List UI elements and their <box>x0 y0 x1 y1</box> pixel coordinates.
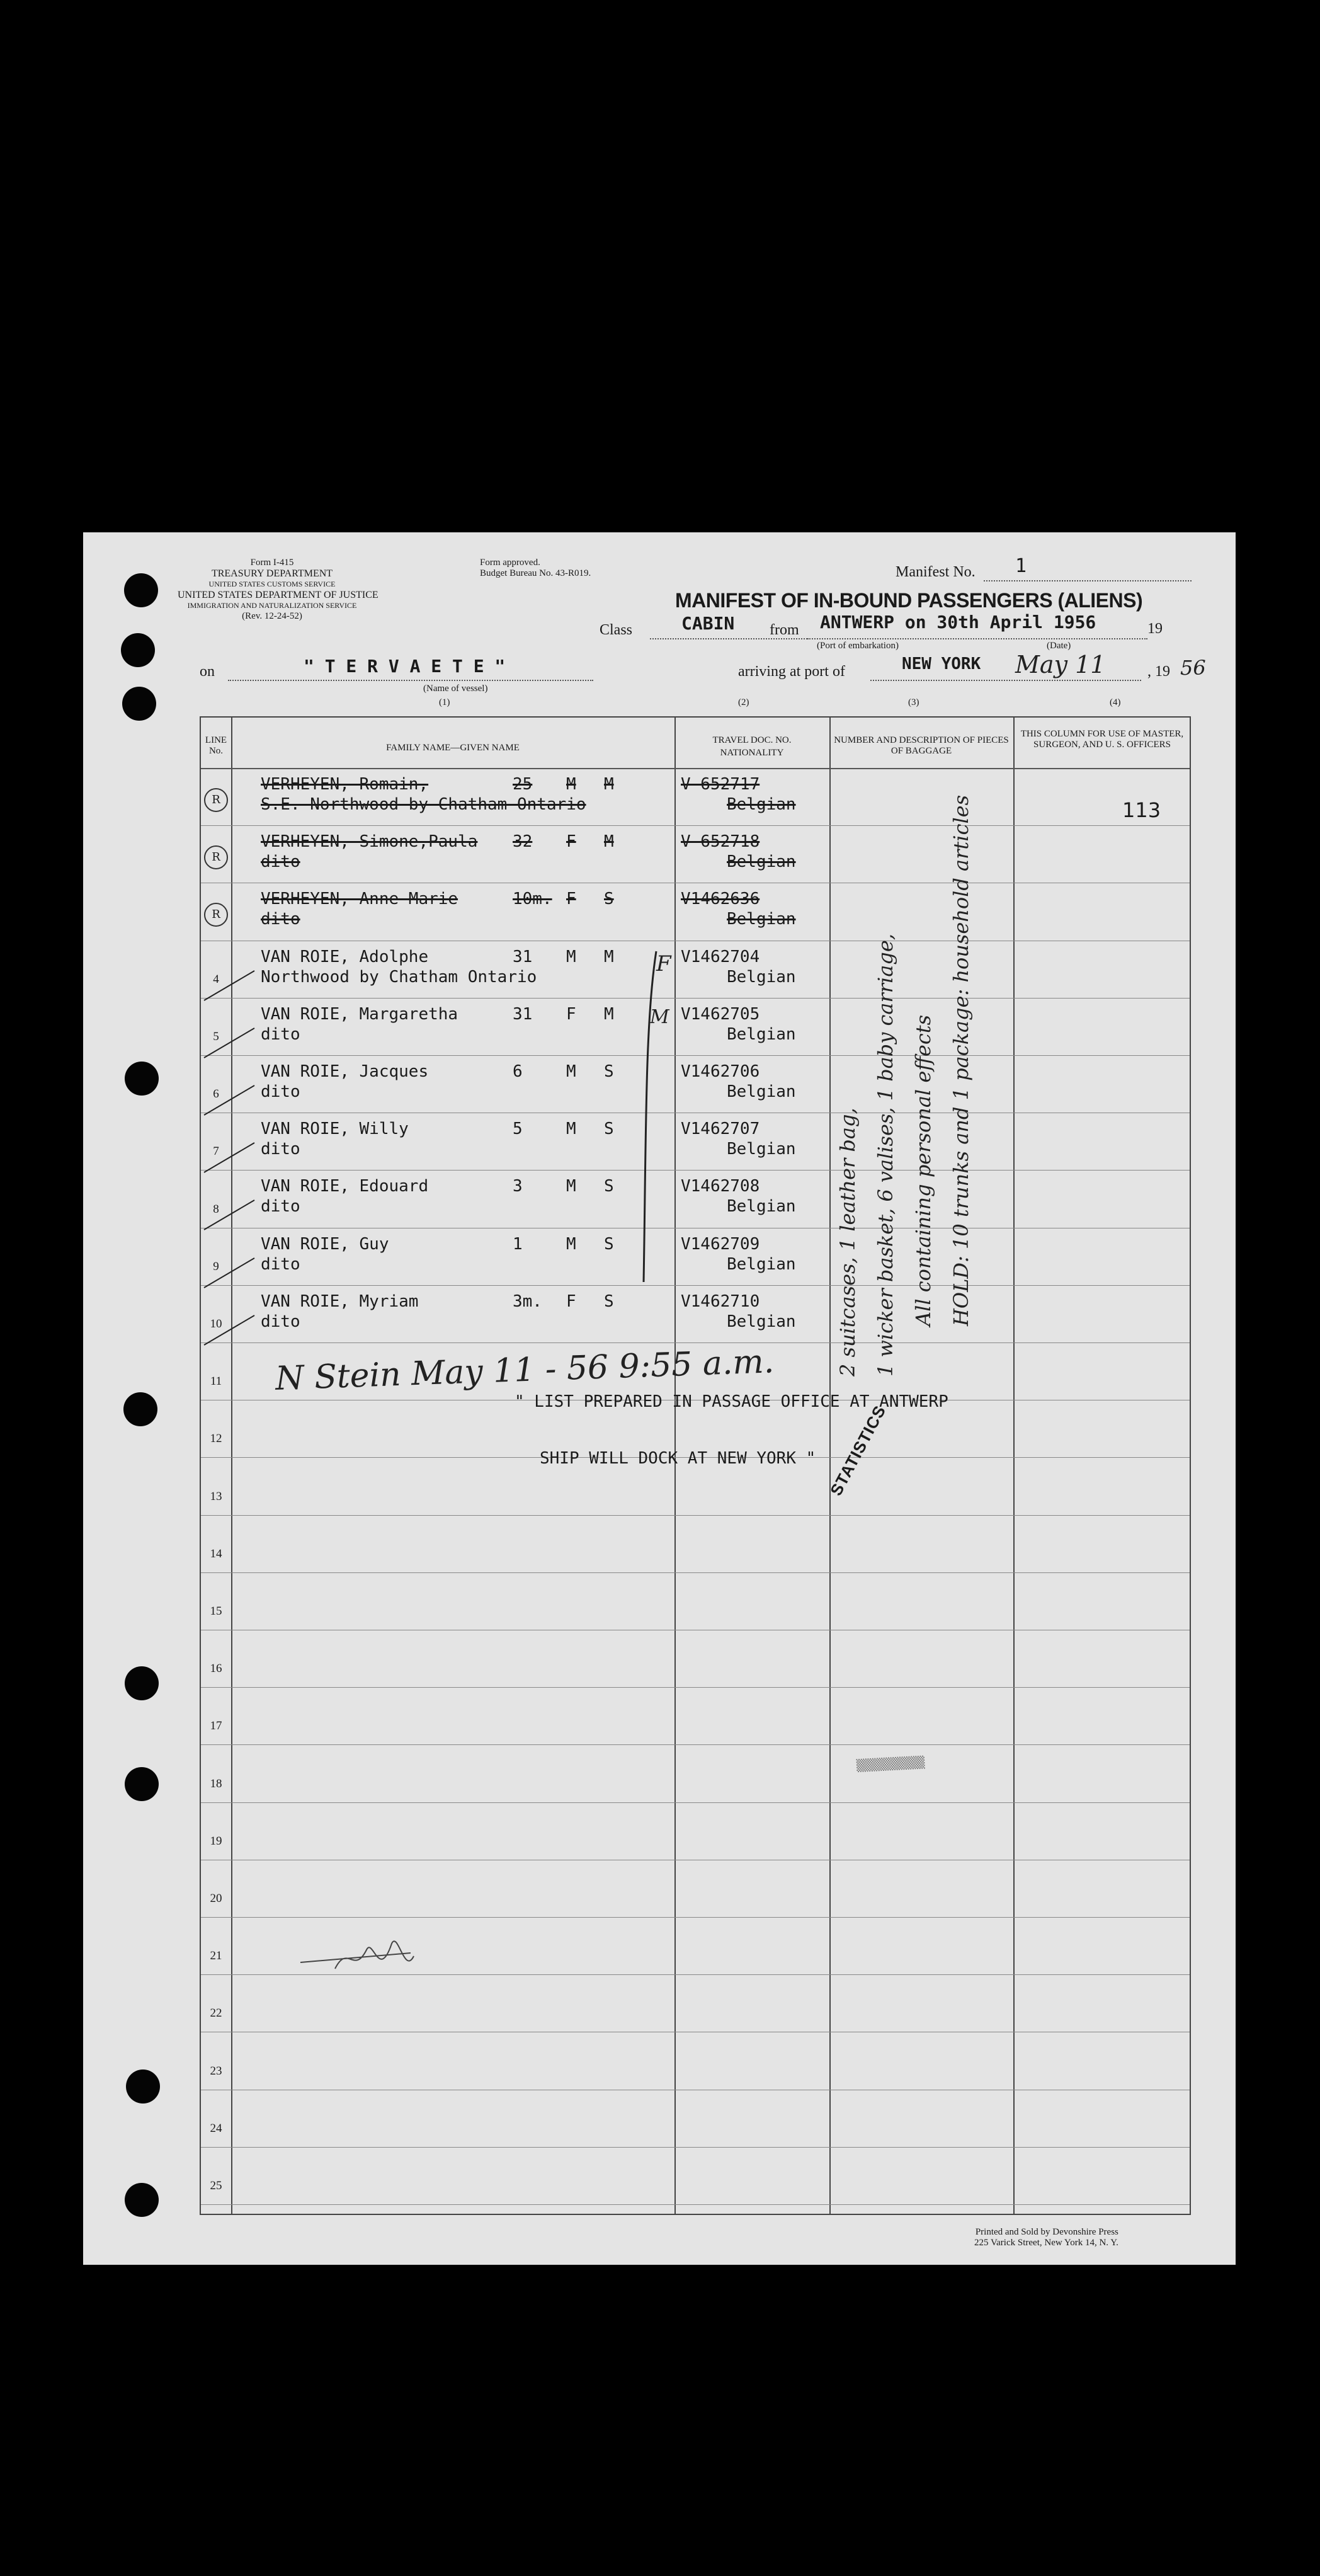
passenger-address: dito <box>261 1254 300 1274</box>
col-header-officers: THIS COLUMN FOR USE OF MASTER, SURGEON, AND U. S. OFFICERS <box>1020 729 1184 750</box>
row-rule <box>201 998 1190 999</box>
line-number: 11 <box>210 1375 222 1388</box>
form-number: Form I-415 <box>250 558 294 568</box>
line-number: 20 <box>210 1892 222 1905</box>
line-number: 4 <box>213 972 219 986</box>
row-circle-mark: R <box>204 788 228 812</box>
passenger-age: 6 <box>513 1062 523 1081</box>
line-number: 7 <box>213 1145 219 1159</box>
row-circle-mark: R <box>204 845 228 869</box>
passenger-travel-doc: V 652718 <box>681 832 760 852</box>
passenger-nationality: Belgian <box>727 1312 796 1331</box>
passenger-address: dito <box>261 1082 300 1101</box>
line-number: 12 <box>210 1432 222 1446</box>
passenger-address: dito <box>261 1197 300 1216</box>
on-label: on <box>200 663 215 680</box>
line-number: 23 <box>210 2064 222 2078</box>
passenger-name: VAN ROIE, Guy <box>261 1234 389 1254</box>
col-number-1: (1) <box>439 697 450 707</box>
passenger-name: VERHEYEN, Simone,Paula <box>261 832 478 852</box>
row-rule <box>201 1802 1190 1803</box>
form-approved: Form approved. <box>480 558 540 568</box>
passenger-address: dito <box>261 1024 300 1044</box>
col-number-4: (4) <box>1110 697 1121 707</box>
passenger-address: dito <box>261 1140 300 1159</box>
handwritten-arrival-date: May 11 <box>1015 651 1106 678</box>
passenger-marital-status: S <box>604 1291 614 1311</box>
passenger-nationality: Belgian <box>727 1082 796 1101</box>
row-rule <box>201 1687 1190 1688</box>
row-rule <box>201 1744 1190 1745</box>
passenger-marital-status: S <box>604 1177 614 1196</box>
passenger-travel-doc: V1462707 <box>681 1119 760 1139</box>
handwritten-baggage-3: All containing personal effects <box>911 1014 935 1326</box>
printer-line-1: Printed and Sold by Devonshire Press <box>975 2227 1118 2237</box>
line-number: 17 <box>210 1719 222 1733</box>
col-header-name: FAMILY NAME—GIVEN NAME <box>386 743 520 753</box>
page-title: MANIFEST OF IN-BOUND PASSENGERS (ALIENS) <box>675 589 1143 612</box>
punch-hole <box>125 1062 159 1096</box>
passenger-nationality: Belgian <box>727 1254 796 1274</box>
port-embarkation-note: (Port of embarkation) <box>817 641 899 651</box>
passenger-age: 1 <box>513 1234 523 1254</box>
from-value: ANTWERP on 30th April 1956 <box>820 612 1096 633</box>
passenger-age: 3 <box>513 1177 523 1196</box>
passenger-age: 3m. <box>513 1291 542 1311</box>
passenger-nationality: Belgian <box>727 967 796 987</box>
punch-hole <box>125 2183 159 2217</box>
arriving-label: arriving at port of <box>738 663 845 680</box>
passenger-name: VAN ROIE, Adolphe <box>261 947 429 966</box>
passenger-sex: F <box>566 1004 576 1024</box>
line-number: 22 <box>210 2006 222 2020</box>
passenger-sex: M <box>566 775 576 794</box>
passenger-address: dito <box>261 910 300 929</box>
form-rev: (Rev. 12-24-52) <box>242 611 302 621</box>
manifest-no-value: 1 <box>1015 555 1027 577</box>
budget-number: Budget Bureau No. 43-R019. <box>480 568 591 578</box>
from-label: from <box>770 622 799 638</box>
passenger-travel-doc: V1462636 <box>681 890 760 909</box>
passenger-travel-doc: V1462704 <box>681 947 760 966</box>
col-header-nationality: NATIONALITY <box>720 748 784 758</box>
passenger-marital-status: M <box>604 775 614 794</box>
passenger-travel-doc: V1462706 <box>681 1062 760 1081</box>
passenger-nationality: Belgian <box>727 852 796 872</box>
vessel-name: " T E R V A E T E " <box>304 656 506 677</box>
line-number: 16 <box>210 1662 222 1676</box>
handwritten-baggage-4: HOLD: 10 trunks and 1 package: household articles <box>949 794 973 1326</box>
year-label: , 19 <box>1147 663 1170 680</box>
line-number: 9 <box>213 1259 219 1273</box>
col-header-travel-doc: TRAVEL DOC. NO. <box>712 735 792 745</box>
passenger-travel-doc: V1462709 <box>681 1234 760 1254</box>
printer-line-2: 225 Varick Street, New York 14, N. Y. <box>974 2238 1118 2248</box>
passenger-name: VAN ROIE, Willy <box>261 1119 409 1139</box>
passenger-age: 31 <box>513 1004 533 1024</box>
passenger-age: 5 <box>513 1119 523 1139</box>
passenger-marital-status: M <box>604 947 614 966</box>
passenger-name: VAN ROIE, Margaretha <box>261 1004 458 1024</box>
passenger-sex: F <box>566 1291 576 1311</box>
handwritten-sex-mark-m: M <box>650 1006 669 1028</box>
line-number: 10 <box>210 1317 222 1331</box>
passenger-travel-doc: V1462705 <box>681 1004 760 1024</box>
passenger-name: VERHEYEN, Anne-Marie <box>261 890 458 909</box>
passenger-age: 25 <box>513 775 533 794</box>
punch-hole <box>125 1767 159 1801</box>
dept-justice: UNITED STATES DEPARTMENT OF JUSTICE <box>178 590 378 600</box>
passenger-name: VAN ROIE, Myriam <box>261 1291 419 1311</box>
handwritten-signature-time: N Stein May 11 - 56 9:55 a.m. <box>275 1342 775 1398</box>
line-number: 18 <box>210 1777 222 1790</box>
col-header-line-no: LINE No. <box>205 735 227 756</box>
row-rule <box>201 2204 1190 2205</box>
passenger-marital-status: M <box>604 1004 614 1024</box>
passenger-travel-doc: V 652717 <box>681 775 760 794</box>
handwritten-sex-mark-f: F <box>656 951 671 976</box>
passenger-address: Northwood by Chatham Ontario <box>261 967 537 987</box>
punch-hole <box>121 633 155 667</box>
handwritten-year: 56 <box>1180 656 1206 680</box>
officer-count: 113 <box>1122 798 1161 822</box>
handwritten-bracket <box>637 948 663 1288</box>
line-number: 8 <box>213 1202 219 1216</box>
passenger-sex: M <box>566 1062 576 1081</box>
handwritten-baggage-1: 2 suitcases, 1 leather bag, <box>836 1108 860 1377</box>
vessel-note: (Name of vessel) <box>423 684 488 694</box>
punch-hole <box>122 687 156 721</box>
passenger-nationality: Belgian <box>727 1024 796 1044</box>
passenger-age: 32 <box>513 832 533 852</box>
statistics-stamp: STATISTICS <box>826 1402 890 1499</box>
dept-customs: UNITED STATES CUSTOMS SERVICE <box>208 580 336 588</box>
from-year-suffix: 19 <box>1147 621 1163 637</box>
row-rule <box>201 2147 1190 2148</box>
col-number-2: (2) <box>738 697 749 707</box>
row-rule <box>201 825 1190 826</box>
passenger-nationality: Belgian <box>727 910 796 929</box>
row-rule <box>201 1515 1190 1516</box>
passenger-marital-status: S <box>604 890 614 909</box>
passenger-address: dito <box>261 852 300 872</box>
col-number-3: (3) <box>908 697 919 707</box>
punch-hole <box>123 1392 157 1426</box>
faint-stamp: ▒▒▒▒▒▒▒▒▒▒ <box>856 1756 925 1773</box>
manifest-page <box>83 532 1236 2265</box>
handwritten-baggage-2: 1 wicker basket, 6 valises, 1 baby carriage, <box>873 934 897 1377</box>
class-value: CABIN <box>681 613 735 634</box>
passenger-sex: F <box>566 890 576 909</box>
passenger-age: 31 <box>513 947 533 966</box>
passenger-sex: M <box>566 1177 576 1196</box>
form-block <box>178 558 378 622</box>
line-number: 24 <box>210 2121 222 2135</box>
passenger-sex: M <box>566 1119 576 1139</box>
passenger-marital-status: S <box>604 1234 614 1254</box>
row-rule <box>201 1055 1190 1056</box>
passenger-sex: M <box>566 947 576 966</box>
line-number: 5 <box>213 1030 219 1043</box>
punch-hole <box>124 573 158 607</box>
passenger-sex: F <box>566 832 576 852</box>
punch-hole <box>125 1666 159 1700</box>
line-number: 25 <box>210 2179 222 2192</box>
passenger-nationality: Belgian <box>727 1197 796 1216</box>
passenger-nationality: Belgian <box>727 795 796 814</box>
passenger-name: VERHEYEN, Romain, <box>261 775 429 794</box>
typed-note-line-1: " LIST PREPARED IN PASSAGE OFFICE AT ANTWERP <box>515 1392 948 1411</box>
passenger-address: S.E. Northwood by Chatham Ontario <box>261 795 586 814</box>
class-label: Class <box>600 622 633 638</box>
row-rule <box>201 768 1190 769</box>
arrival-port: NEW YORK <box>902 655 981 673</box>
budget-block <box>480 558 591 579</box>
typed-note-line-2: SHIP WILL DOCK AT NEW YORK " <box>540 1449 816 1468</box>
date-note: (Date) <box>1047 641 1071 651</box>
dept-ins: IMMIGRATION AND NATURALIZATION SERVICE <box>187 601 357 610</box>
line-number: 19 <box>210 1834 222 1848</box>
row-rule <box>201 1572 1190 1573</box>
passenger-marital-status: S <box>604 1119 614 1139</box>
passenger-nationality: Belgian <box>727 1140 796 1159</box>
line-number: 21 <box>210 1949 222 1963</box>
passenger-travel-doc: V1462710 <box>681 1291 760 1311</box>
line-number: 15 <box>210 1605 222 1618</box>
passenger-name: VAN ROIE, Edouard <box>261 1177 429 1196</box>
row-rule <box>201 1170 1190 1171</box>
passenger-age: 10m. <box>513 890 552 909</box>
handwritten-initials <box>297 1925 423 1994</box>
row-rule <box>201 1285 1190 1286</box>
line-number: 13 <box>210 1489 222 1503</box>
passenger-address: dito <box>261 1312 300 1331</box>
dept-treasury: TREASURY DEPARTMENT <box>211 568 333 579</box>
row-rule <box>201 1342 1190 1343</box>
row-rule <box>201 1917 1190 1918</box>
col-header-baggage: NUMBER AND DESCRIPTION OF PIECES OF BAGGAGE <box>834 735 1009 756</box>
passenger-marital-status: S <box>604 1062 614 1081</box>
passenger-marital-status: M <box>604 832 614 852</box>
punch-hole <box>126 2069 160 2104</box>
line-number: 6 <box>213 1087 219 1101</box>
passenger-name: VAN ROIE, Jacques <box>261 1062 429 1081</box>
manifest-no-label: Manifest No. <box>896 564 976 580</box>
passenger-travel-doc: V1462708 <box>681 1177 760 1196</box>
printer-notice <box>974 2227 1118 2248</box>
passenger-sex: M <box>566 1234 576 1254</box>
row-circle-mark: R <box>204 903 228 927</box>
line-number: 14 <box>210 1547 222 1560</box>
